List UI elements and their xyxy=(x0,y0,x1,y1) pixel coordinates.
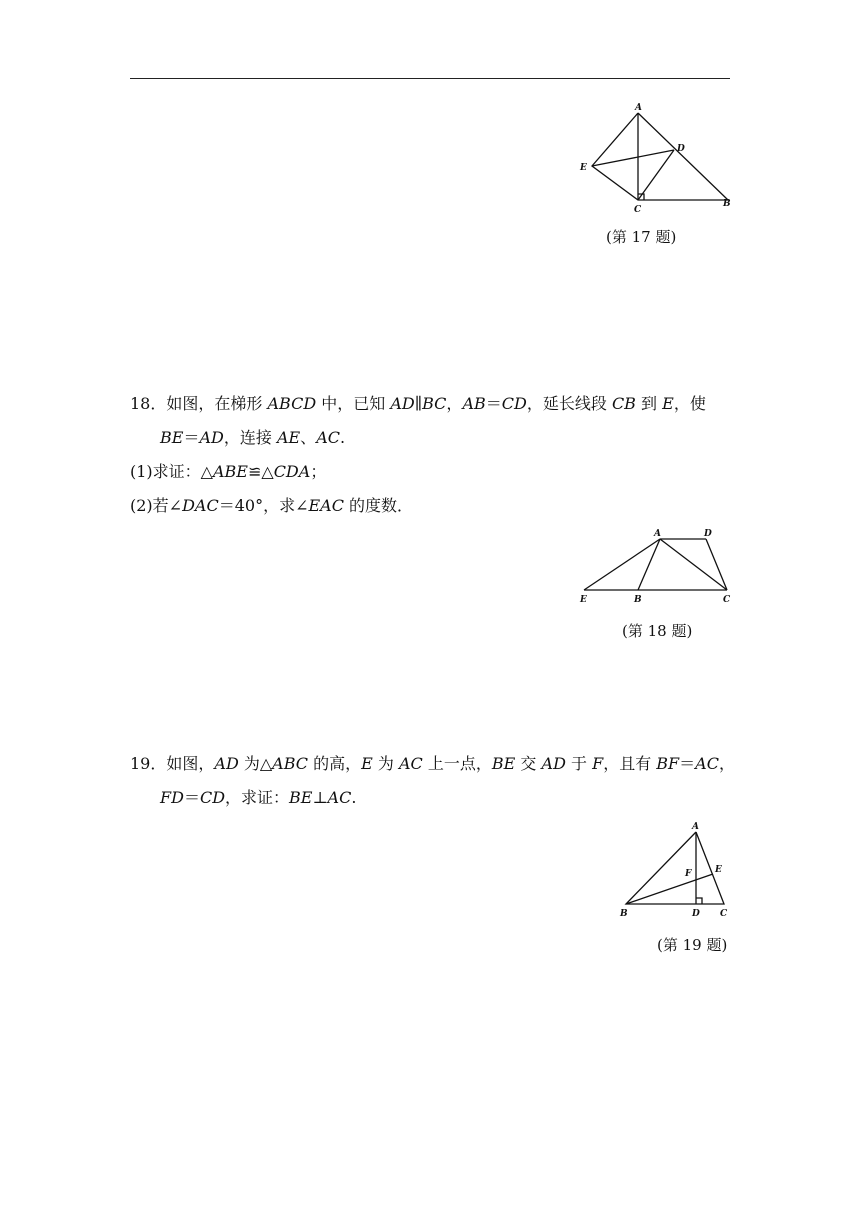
q19-line-2: FD＝CD，求证：BE⊥AC. xyxy=(160,788,357,807)
q18-line-1: 18．如图，在梯形 ABCD 中，已知 AD∥BC，AB＝CD，延长线段 CB 到 E，使 xyxy=(130,394,706,413)
fig18-label-b: B xyxy=(634,595,642,605)
figure-19 xyxy=(616,818,741,920)
figure-19-caption: (第 19 题) xyxy=(657,936,728,954)
fig17-label-c: C xyxy=(634,205,642,215)
fig19-label-b: B xyxy=(620,909,628,919)
fig19-label-d: D xyxy=(692,909,700,919)
fig17-segment-cd xyxy=(638,150,674,200)
figure-18-caption: (第 18 题) xyxy=(622,622,693,640)
fig19-triangle-abc xyxy=(626,832,724,904)
fig19-label-c: C xyxy=(720,909,728,919)
figure-18 xyxy=(572,524,742,606)
fig18-label-d: D xyxy=(704,529,712,539)
fig17-label-a: A xyxy=(635,103,642,113)
fig18-label-a: A xyxy=(654,529,661,539)
fig17-outline xyxy=(592,113,728,200)
fig17-label-b: B xyxy=(723,199,731,209)
q18-line-2: BE＝AD，连接 AE、AC. xyxy=(160,428,346,447)
q18-part-2: (2)若∠DAC＝40°，求∠EAC 的度数． xyxy=(130,496,414,515)
q19-line-1: 19．如图，AD 为△ABC 的高，E 为 AC 上一点，BE 交 AD 于 F，且有 BF＝AC， xyxy=(130,754,735,773)
fig18-label-c: C xyxy=(723,595,731,605)
fig17-label-e: E xyxy=(580,163,587,173)
header-rule xyxy=(130,78,730,79)
q18-part-1: (1)求证：△ABE≌△CDA； xyxy=(130,462,327,481)
figure-17 xyxy=(570,100,740,215)
fig19-segment-be xyxy=(626,874,713,904)
q19-number: 19． xyxy=(130,754,167,773)
q18-number: 18． xyxy=(130,394,167,413)
fig17-label-d: D xyxy=(677,144,685,154)
fig19-label-a: A xyxy=(692,822,699,832)
fig19-right-angle-mark xyxy=(696,898,702,904)
fig18-label-e: E xyxy=(580,595,587,605)
fig19-label-f: F xyxy=(685,869,692,879)
figure-17-caption: (第 17 题) xyxy=(606,228,677,246)
fig19-label-e: E xyxy=(715,865,722,875)
